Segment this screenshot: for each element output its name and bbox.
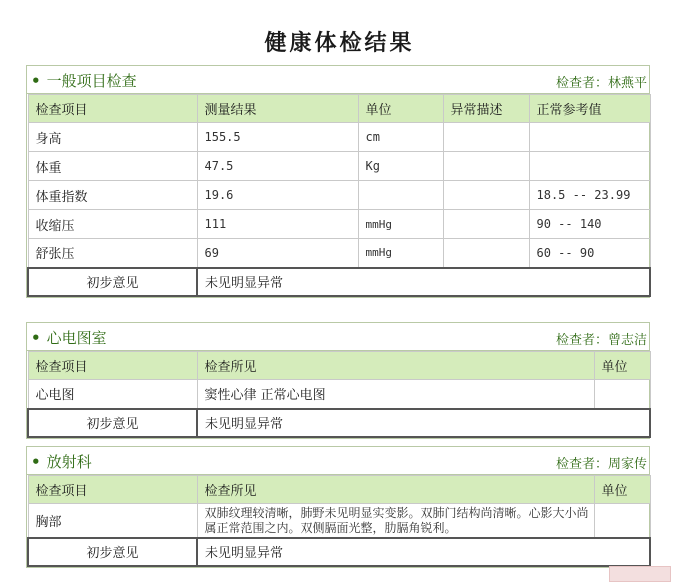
cell-unit <box>594 380 650 409</box>
bullet-icon: • <box>31 329 41 347</box>
cell-unit <box>594 504 650 538</box>
table-row <box>28 210 650 239</box>
section-header <box>27 447 649 475</box>
cell-item: 体重指数 <box>28 181 197 210</box>
inspector-label: 检查者：曾志洁 <box>555 333 647 348</box>
col-header-finding: 检查所见 <box>197 476 594 504</box>
cell-abnormal <box>443 152 529 181</box>
cell-item: 心电图 <box>28 380 197 409</box>
col-header-item: 检查项目 <box>28 476 197 504</box>
table-header-row <box>28 476 650 504</box>
conclusion-label: 初步意见 <box>28 538 197 566</box>
radiology-section <box>26 446 650 568</box>
conclusion-text: 未见明显异常 <box>197 268 650 296</box>
section-title <box>31 327 107 348</box>
col-header-result: 测量结果 <box>197 95 358 123</box>
general-exam-section <box>26 65 650 298</box>
section-title <box>31 70 137 91</box>
cell-finding: 双肺纹理较清晰，肺野未见明显实变影。双肺门结构尚清晰。心影大小尚属正常范围之内。双侧膈面光整，肋膈角锐利。 <box>197 504 594 538</box>
cell-item: 身高 <box>28 123 197 152</box>
conclusion-text: 未见明显异常 <box>197 538 650 566</box>
conclusion-row <box>28 538 650 566</box>
inspector-label: 检查者：周家传 <box>555 457 647 472</box>
cell-item: 舒张压 <box>28 239 197 268</box>
table-row <box>28 181 650 210</box>
cell-item: 体重 <box>28 152 197 181</box>
table-header-row <box>28 352 650 380</box>
table-row <box>28 380 650 409</box>
page-title: 健康体检结果 <box>264 31 415 56</box>
conclusion-row <box>28 268 650 296</box>
radiology-table <box>27 475 651 567</box>
cell-abnormal <box>443 239 529 268</box>
inspector-label: 检查者：林燕平 <box>555 76 647 91</box>
section-header <box>27 323 649 351</box>
cell-result: 69 <box>197 239 358 268</box>
col-header-reference: 正常参考值 <box>529 95 650 123</box>
col-header-item: 检查项目 <box>28 352 197 380</box>
table-row <box>28 504 650 538</box>
col-header-unit: 单位 <box>594 476 650 504</box>
table-row <box>28 123 650 152</box>
cell-unit: mmHg <box>358 239 443 268</box>
cell-abnormal <box>443 123 529 152</box>
cell-unit: mmHg <box>358 210 443 239</box>
col-header-unit: 单位 <box>594 352 650 380</box>
cell-finding: 窦性心律 正常心电图 <box>197 380 594 409</box>
col-header-abnormal: 异常描述 <box>443 95 529 123</box>
section-title <box>31 451 92 472</box>
col-header-finding: 检查所见 <box>197 352 594 380</box>
cell-result: 19.6 <box>197 181 358 210</box>
table-row <box>28 152 650 181</box>
watermark-logo <box>609 566 671 582</box>
cell-reference <box>529 123 650 152</box>
cell-abnormal <box>443 181 529 210</box>
section-title-text: 放射科 <box>46 453 92 471</box>
cell-unit <box>358 181 443 210</box>
cell-item: 收缩压 <box>28 210 197 239</box>
cell-item: 胸部 <box>28 504 197 538</box>
section-title-text: 一般项目检查 <box>46 72 137 90</box>
conclusion-label: 初步意见 <box>28 268 197 296</box>
cell-reference: 90 -- 140 <box>529 210 650 239</box>
cell-abnormal <box>443 210 529 239</box>
cell-unit: cm <box>358 123 443 152</box>
cell-reference <box>529 152 650 181</box>
cell-result: 111 <box>197 210 358 239</box>
cell-result: 47.5 <box>197 152 358 181</box>
section-header <box>27 66 649 94</box>
section-title-text: 心电图室 <box>46 329 107 347</box>
cell-result: 155.5 <box>197 123 358 152</box>
bullet-icon: • <box>31 72 41 90</box>
ecg-table <box>27 351 651 438</box>
col-header-unit: 单位 <box>358 95 443 123</box>
table-header-row <box>28 95 650 123</box>
cell-reference: 60 -- 90 <box>529 239 650 268</box>
conclusion-row <box>28 409 650 437</box>
general-exam-table <box>27 94 651 297</box>
table-row <box>28 239 650 268</box>
cell-reference: 18.5 -- 23.99 <box>529 181 650 210</box>
ecg-section <box>26 322 650 439</box>
bullet-icon: • <box>31 453 41 471</box>
conclusion-text: 未见明显异常 <box>197 409 650 437</box>
conclusion-label: 初步意见 <box>28 409 197 437</box>
cell-unit: Kg <box>358 152 443 181</box>
col-header-item: 检查项目 <box>28 95 197 123</box>
